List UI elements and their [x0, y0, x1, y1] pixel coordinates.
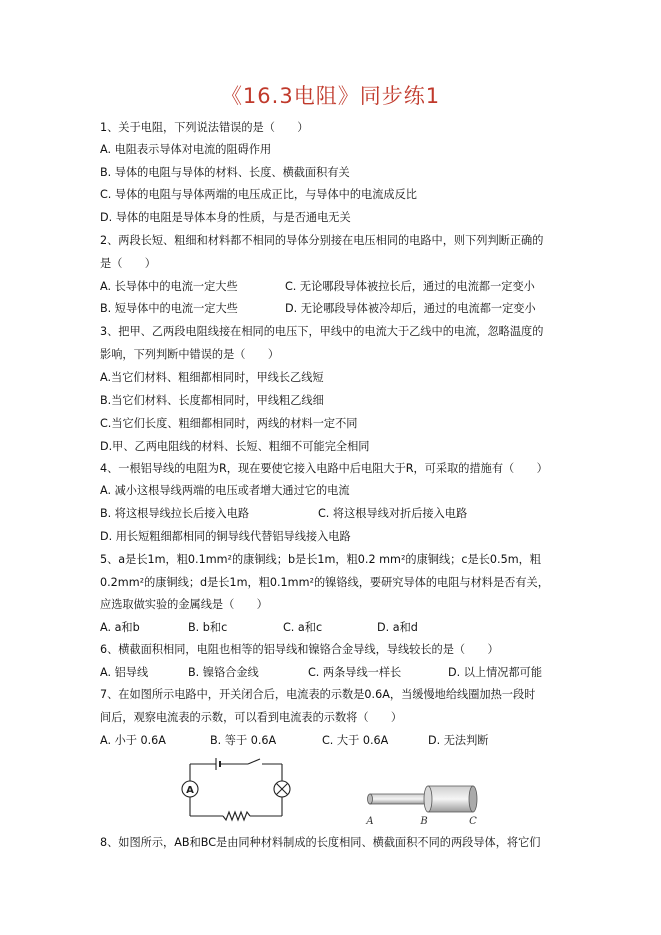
- q2-stem-line1: 2、两段长短、粗细和材料都不相同的导体分别接在电压相同的电路中，则下列判断正确的: [100, 234, 544, 247]
- q3-option-d: D.甲、乙两电阻线的材料、长短、粗细不可能完全相同: [100, 440, 370, 453]
- q4-option-b: B. 将这根导线拉长后接入电路: [100, 507, 250, 520]
- q3-option-c: C.当它们长度、粗细都相同时，两线的材料一定不同: [100, 417, 358, 430]
- q7-stem-line1: 7、在如图所示电路中，开关闭合后，电流表的示数是0.6A，当缓慢地给线圈加热一段时: [100, 688, 536, 701]
- q5-stem-line1: 5、a是长1m，粗0.1mm²的康铜线；b是长1m，粗0.2 mm²的康铜线；c是长0.5m，粗: [100, 553, 541, 566]
- q5-stem-line2: 0.2mm²的康铜线；d是长1m，粗0.1mm²的镍铬线，要研究导体的电阻与材料是否有关，: [100, 576, 549, 589]
- end-a: [368, 794, 373, 804]
- q7-option-c: C. 大于 0.6A: [322, 734, 389, 747]
- junction-b: [424, 786, 432, 812]
- q6-option-c: C. 两条导线一样长: [308, 666, 402, 679]
- q7-option-a: A. 小于 0.6A: [100, 734, 166, 747]
- q4-option-a: A. 减小这根导线两端的电压或者增大通过它的电流: [100, 484, 350, 497]
- q1-option-d: D. 导体的电阻是导体本身的性质，与是否通电无关: [100, 211, 351, 224]
- q2-option-a: A. 长导体中的电流一定大些: [100, 280, 238, 293]
- q6-option-b: B. 镍铬合金线: [188, 666, 259, 679]
- circuit-diagram: [178, 756, 293, 826]
- q3-option-b: B.当它们材料、长度都相同时，甲线粗乙线细: [100, 394, 324, 407]
- conductor-diagram: [358, 778, 488, 828]
- q6-option-d: D. 以上情况都可能: [448, 666, 543, 679]
- q1-option-b: B. 导体的电阻与导体的材料、长度、横截面积有关: [100, 166, 350, 179]
- q1-option-c: C. 导体的电阻与导体两端的电压成正比，与导体中的电流成反比: [100, 188, 417, 201]
- q3-stem-line1: 3、把甲、乙两段电阻线接在相同的电压下，甲线中的电流大于乙线中的电流，忽略温度的: [100, 325, 544, 338]
- q7-stem-line2: 间后，观察电流表的示数，可以看到电流表的示数将（ ）: [100, 711, 403, 724]
- q3-option-a: A.当它们材料、粗细都相同时，甲线长乙线短: [100, 371, 324, 384]
- q1-option-a: A. 电阻表示导体对电流的阻碍作用: [100, 143, 272, 156]
- q5-option-c: C. a和c: [283, 621, 323, 634]
- q5-option-a: A. a和b: [100, 621, 140, 634]
- page-title: 《16.3电阻》同步练1: [220, 84, 441, 108]
- q6-stem: 6、横截面积相同，电阻也相等的铝导线和镍铬合金导线，导线较长的是（ ）: [100, 643, 499, 656]
- q2-option-b: B. 短导体中的电流一定大些: [100, 302, 238, 315]
- q8-stem-line1: 8、如图所示，AB和BC是由同种材料制成的长度相同、横截面积不同的两段导体，将它们: [100, 836, 541, 849]
- q4-stem: 4、一根铝导线的电阻为R，现在要使它接入电路中后电阻大于R，可采取的措施有（ ）: [100, 462, 548, 475]
- label-a: A: [366, 816, 374, 827]
- label-b: B: [420, 816, 428, 827]
- thin-section-ab: [370, 794, 428, 804]
- q5-stem-line3: 应选取做实验的金属线是（ ）: [100, 598, 268, 611]
- q3-stem-line2: 影响，下列判断中错误的是（ ）: [100, 348, 280, 361]
- ammeter-label: A: [186, 785, 194, 796]
- label-c: C: [469, 816, 477, 827]
- q5-option-d: D. a和d: [377, 621, 418, 634]
- q2-option-d: D. 无论哪段导体被冷却后，通过的电流都一定变小: [285, 302, 536, 315]
- q2-option-c: C. 无论哪段导体被拉长后，通过的电流都一定变小: [285, 280, 535, 293]
- switch-blade: [248, 759, 260, 764]
- q7-option-b: B. 等于 0.6A: [210, 734, 277, 747]
- q4-option-d: D. 用长短粗细都相同的铜导线代替铝导线接入电路: [100, 530, 351, 543]
- resistor-coil: [223, 812, 250, 820]
- q7-option-d: D. 无法判断: [428, 734, 489, 747]
- q1-stem: 1、关于电阻，下列说法错误的是（ ）: [100, 121, 309, 134]
- q4-option-c: C. 将这根导线对折后接入电路: [318, 507, 468, 520]
- q6-option-a: A. 铝导线: [100, 666, 149, 679]
- end-c: [469, 786, 477, 812]
- q2-stem-line2: 是（ ）: [100, 257, 156, 270]
- thick-section-bc: [428, 786, 473, 812]
- q5-option-b: B. b和c: [188, 621, 228, 634]
